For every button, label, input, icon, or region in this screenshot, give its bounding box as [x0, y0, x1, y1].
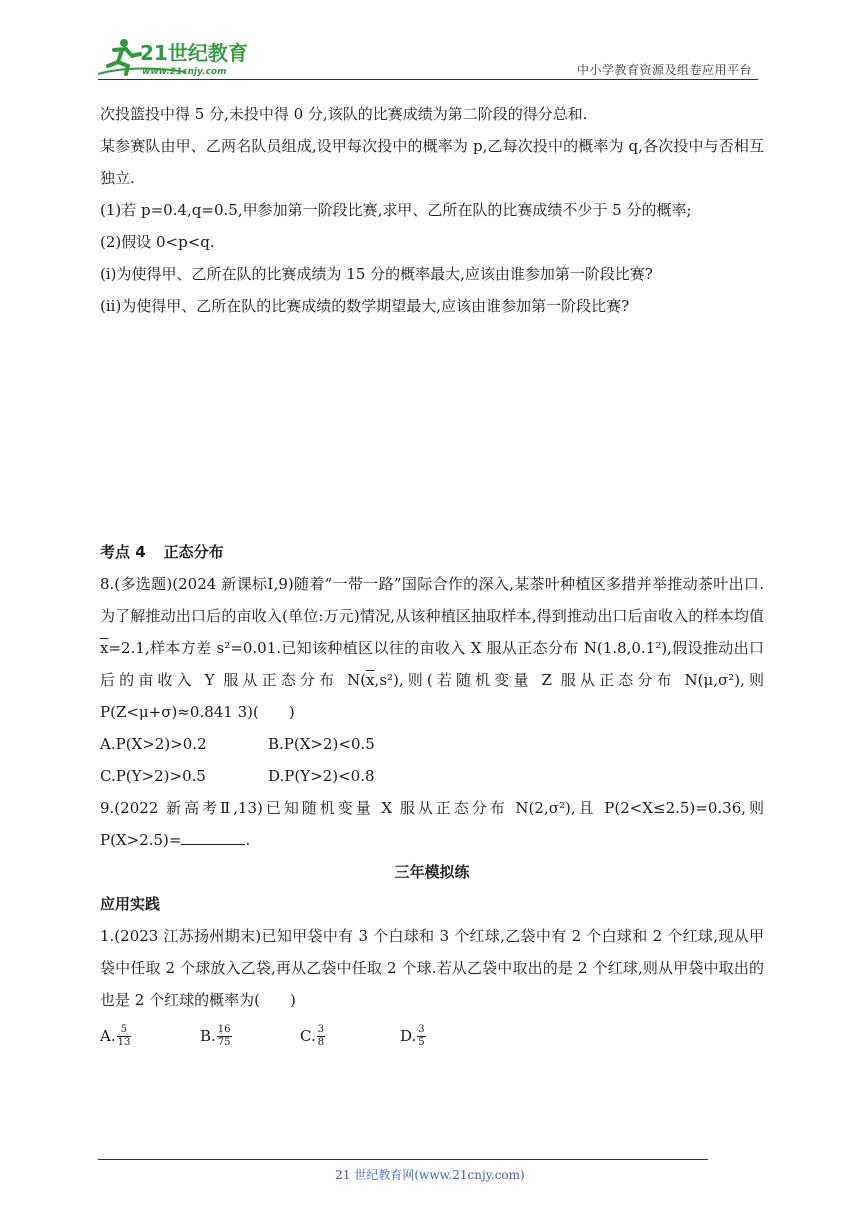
denominator: 75 [217, 1036, 231, 1048]
xbar-symbol: $\overline{x}$ [100, 639, 109, 657]
problem-part: (2)假设 0<p<q. [100, 233, 215, 251]
option-label: D. [400, 1027, 417, 1045]
q8-paren: ) [288, 703, 295, 721]
footer-link[interactable]: 21 世纪教育网(www.21cnjy.com) [335, 1168, 525, 1182]
logo-runner-icon [96, 36, 261, 80]
section-heading [100, 536, 764, 568]
q8-text: ,s²),则(若随机变量 Z 服从正态分布 N(μ,σ²),则 P(Z<μ+σ)≈0.841 3)( [100, 671, 765, 721]
question-9 [100, 792, 764, 856]
q1-text: 1.(2023 江苏扬州期末)已知甲袋中有 3 个白球和 3 个红球,乙袋中有 2 个白球和 2 个红球,现从甲袋中任取 2 个球放入乙袋,再从乙袋中任取 2 个球.若从乙袋中取出的是 2 个红球,则从甲袋中取出的也是 2 个红球的概率为( [100, 927, 764, 1009]
section-label: 考点 4 [100, 543, 146, 561]
question-1 [100, 920, 764, 1016]
platform-name: 中小学教育资源及组卷应用平台 [576, 63, 752, 77]
xbar-symbol: $\overline{x}$ [366, 671, 375, 689]
logo-url: www.21cnjy.com [142, 67, 227, 77]
option-b[interactable]: B.P(X>2)<0.5 [268, 735, 375, 753]
numerator: 5 [120, 1023, 128, 1035]
option-a[interactable]: A.P(X>2)>0.2 [100, 735, 207, 753]
q8-options-row [100, 760, 764, 792]
denominator: 13 [117, 1036, 131, 1048]
option-c[interactable]: C.P(Y>2)>0.5 [100, 767, 206, 785]
answer-space [100, 322, 764, 536]
q8-text: =2.1,样本方差 s²=0.01.已知该种植区以往的亩收入 X 服从正态分布 N(1.8,0.1²),假设推动出口后的亩收入 Y 服从正态分布 N( [100, 639, 764, 689]
answer-blank[interactable] [181, 830, 245, 845]
page-header [0, 0, 860, 80]
section-title: 正态分布 [163, 543, 224, 561]
denominator: 5 [418, 1036, 425, 1048]
document-body [100, 98, 764, 1052]
site-logo[interactable] [96, 36, 261, 80]
numerator: 3 [317, 1023, 325, 1035]
problem-part: (1)若 p=0.4,q=0.5,甲参加第一阶段比赛,求甲、乙所在队的比赛成绩不少于 5 分的概率; [100, 201, 692, 219]
question-8 [100, 568, 764, 728]
fraction [117, 1024, 132, 1049]
denominator: 8 [317, 1036, 325, 1048]
q9-text: 9.(2022 新高考Ⅱ,13)已知随机变量 X 服从正态分布 N(2,σ²),且 P(2<X≤2.5)=0.36,则 P(X>2.5)= [100, 799, 764, 849]
q8-text: 8.(多选题)(2024 新课标Ⅰ,9)随着“一带一路”国际合作的深入,某茶叶种植区多措并举推动茶叶出口.为了解推动出口后的亩收入(单位:万元)情况,从该种植区抽取样本,得到推动出口后亩收入的样本均值 [100, 575, 764, 625]
problem-line: 次投篮投中得 5 分,未投中得 0 分,该队的比赛成绩为第二阶段的得分总和. [100, 105, 588, 123]
option-c[interactable] [300, 1020, 400, 1052]
option-label: B. [200, 1027, 216, 1045]
option-a[interactable] [100, 1020, 200, 1052]
problem-part: (ii)为使得甲、乙所在队的比赛成绩的数学期望最大,应该由谁参加第一阶段比赛? [100, 297, 630, 315]
q1-paren: ) [289, 991, 296, 1009]
q1-options-row [100, 1020, 764, 1052]
problem-line: 某参赛队由甲、乙两名队员组成,设甲每次投中的概率为 p,乙每次投中的概率为 q,各次投中与否相互独立. [100, 137, 764, 187]
three-year-title: 三年模拟练 [394, 863, 470, 881]
option-d[interactable]: D.P(Y>2)<0.8 [268, 767, 375, 785]
practice-heading: 应用实践 [100, 895, 161, 913]
numerator: 16 [217, 1023, 231, 1035]
option-label: C. [300, 1027, 316, 1045]
option-d[interactable] [400, 1020, 500, 1052]
option-label: A. [100, 1027, 116, 1045]
q9-tail: . [245, 831, 251, 849]
fraction [217, 1024, 232, 1049]
numerator: 3 [418, 1023, 425, 1035]
footer-divider [98, 1159, 708, 1160]
q8-options-row [100, 728, 764, 760]
problem-part: (i)为使得甲、乙所在队的比赛成绩为 15 分的概率最大,应该由谁参加第一阶段比赛? [100, 265, 653, 283]
fraction [317, 1024, 325, 1049]
header-divider [98, 79, 758, 80]
logo-text: 21世纪教育 [140, 41, 248, 65]
option-b[interactable] [200, 1020, 300, 1052]
fraction [417, 1024, 425, 1049]
